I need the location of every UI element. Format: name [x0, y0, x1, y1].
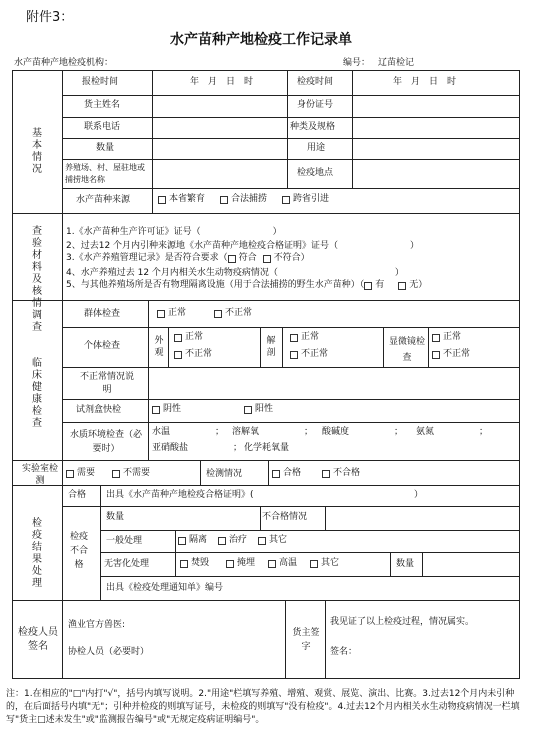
checkbox-icon [218, 537, 226, 545]
inspect-time-field[interactable]: 年 月 日 时 [393, 77, 457, 87]
microscope-normal-option[interactable]: 正常 [432, 333, 461, 342]
review-line-1: 1.《水产苗种生产许可证》证号（ ） [66, 227, 282, 237]
checkbox-icon [66, 470, 74, 478]
official-vet-label: 渔业官方兽医: [68, 620, 126, 630]
quantity-label: 数量 [96, 143, 115, 153]
review-line-2: 2、过去12 个月内引种来源地《水产苗种产地检疫合格证明》证号（ ） [66, 241, 420, 251]
source-label: 水产苗种来源 [76, 195, 131, 205]
checkbox-icon [157, 310, 165, 318]
inspect-time-label: 检疫时间 [297, 77, 334, 87]
lab-result-label: 检测情况 [206, 469, 243, 479]
harmless-bury-option[interactable]: 掩埋 [226, 559, 255, 568]
checkbox-icon [220, 196, 228, 204]
owner-statement: 我见证了以上检疫过程，情况属实。 [330, 617, 475, 627]
general-isolate-option[interactable]: 隔离 [178, 536, 207, 545]
test-kit-positive-option[interactable]: 阳性 [244, 405, 273, 414]
harmless-burn-option[interactable]: 焚毁 [180, 559, 209, 568]
harmless-heat-option[interactable]: 高温 [268, 559, 297, 568]
owner-signature-label: 签名： [330, 647, 358, 657]
checkbox-icon [214, 310, 222, 318]
lab-fail-option[interactable]: 不合格 [322, 469, 360, 478]
section-review: 查验材料及核情调查 [32, 226, 42, 333]
checkbox-icon [174, 351, 182, 359]
test-kit-label: 试剂盒快检 [76, 405, 122, 415]
assistant-label: 协检人员（必要时） [68, 647, 150, 657]
group-normal-option[interactable]: 正常 [157, 309, 186, 318]
farm-location-label: 养殖场、村、屋驻地或捕捞地名称 [65, 163, 145, 184]
checkbox-icon [290, 334, 298, 342]
source-option-interprovincial[interactable]: 跨省引进 [282, 195, 329, 204]
test-kit-negative-option[interactable]: 阴性 [152, 405, 181, 414]
attachment-label: 附件3： [26, 10, 74, 25]
water-temp-label: 水温 ； [152, 427, 225, 437]
section-sign: 检疫人员签名 [18, 627, 58, 652]
harmless-quantity-label: 数量 [396, 559, 415, 569]
general-treatment-label: 一般处理 [106, 536, 143, 546]
phone-label: 联系电话 [84, 122, 121, 132]
dissection-label: 解剖 [266, 336, 276, 358]
cert-text: 出具《水产苗种产地检疫合格证明》( [106, 490, 254, 500]
group-abnormal-option[interactable]: 不正常 [214, 309, 252, 318]
checkbox-icon [112, 470, 120, 478]
general-treat-option[interactable]: 治疗 [218, 536, 247, 545]
source-option-legal-catch[interactable]: 合法捕捞 [220, 195, 267, 204]
id-number-label: 身份证号 [297, 100, 334, 110]
review-line-3: 3.《水产养殖管理记录》是否符合要求（ 符合 不符合 ） [66, 253, 310, 263]
source-option-local[interactable]: 本省繁育 [158, 195, 205, 204]
checkbox-icon[interactable] [228, 255, 236, 263]
harmless-treatment-label: 无害化处理 [104, 559, 150, 569]
checkbox-icon [244, 406, 252, 414]
fail-label: 检疫不合格 [69, 532, 88, 570]
checkbox-icon [180, 560, 188, 568]
checkbox-icon [432, 351, 440, 359]
footnote: 注：1.在相应的"□"内打"√"，括号内填写说明。2."用途"栏填写养殖、增殖、观赏、展览、演出、比赛。3.过去12个月内未引种的，在后面括号内填"无"；引种并检疫的则填写证号，未检疫的则填写"没有检疫"。4.过去12个月内相关水生动物疫病情况一栏填写"货主□述未发生"或"监测报告编号"或"无规定疫病证明编号"。 [6, 689, 520, 725]
section-result: 检疫结果处理 [32, 518, 42, 589]
lab-need-option[interactable]: 需要 [66, 469, 95, 478]
checkbox-icon [272, 470, 280, 478]
section-clinical: 临床健康检查 [32, 358, 42, 429]
general-other-option[interactable]: 其它 [258, 536, 287, 545]
owner-name-label: 货主姓名 [84, 100, 121, 110]
individual-check-label: 个体检查 [84, 341, 121, 351]
nitrite-label: 亚硝酸盐 ； [152, 443, 243, 453]
species-spec-label: 种类及规格 [290, 122, 336, 132]
appearance-abnormal-option[interactable]: 不正常 [174, 350, 212, 359]
agency-label: 水产苗种产地检疫机构： [14, 58, 114, 68]
section-basic: 基本情况 [32, 128, 42, 175]
number-label: 编号： [343, 58, 371, 68]
page-title: 水产苗种产地检疫工作记录单 [170, 32, 352, 48]
dissection-normal-option[interactable]: 正常 [290, 333, 319, 342]
dissolved-oxygen-label: 溶解氧 ； [232, 427, 314, 437]
review-line-4: 4、水产养殖过去 12 个月内相关水生动物疫病情况（ ） [66, 268, 404, 278]
checkbox-icon[interactable] [364, 282, 372, 290]
checkbox-icon [258, 537, 266, 545]
inspection-site-label: 检疫地点 [297, 168, 334, 178]
apply-time-field[interactable]: 年 月 日 时 [190, 77, 254, 87]
group-check-label: 群体检查 [84, 309, 121, 319]
owner-sign-label: 货主签字 [292, 628, 320, 652]
pass-label: 合格 [68, 490, 87, 500]
fail-quantity-label: 数量 [106, 512, 125, 522]
ammonia-label: 氨氮 ； [416, 427, 489, 437]
water-quality-label: 水质环境检查（必要时） [69, 430, 142, 454]
apply-time-label: 报检时间 [82, 77, 119, 87]
notice-text: 出具《检疫处理通知单》编号 [106, 583, 224, 593]
checkbox-icon [290, 351, 298, 359]
appearance-label: 外观 [154, 336, 164, 358]
checkbox-icon [152, 406, 160, 414]
section-lab: 实验室检测 [21, 464, 58, 486]
appearance-normal-option[interactable]: 正常 [174, 333, 203, 342]
dissection-abnormal-option[interactable]: 不正常 [290, 350, 328, 359]
checkbox-icon [178, 537, 186, 545]
abnormal-desc-label: 不正常情况说明 [79, 372, 134, 395]
cert-close-paren: ） [414, 490, 424, 500]
checkbox-icon [282, 196, 290, 204]
review-line-5: 5、与其他养殖场所是否有物理隔离设施（用于合法捕捞的野生水产苗种）（ 有 无 ） [66, 280, 428, 290]
checkbox-icon[interactable] [263, 255, 271, 263]
number-value: 辽苗检记 [378, 58, 415, 68]
cod-label: 化学耗氧量 [244, 443, 290, 453]
checkbox-icon [174, 334, 182, 342]
checkbox-icon [310, 560, 318, 568]
ph-label: 酸碱度 ； [322, 427, 404, 437]
microscope-abnormal-option[interactable]: 不正常 [432, 350, 470, 359]
usage-label: 用途 [307, 143, 326, 153]
checkbox-icon [226, 560, 234, 568]
lab-pass-option[interactable]: 合格 [272, 469, 301, 478]
microscope-label: 显微镜检查 [388, 337, 425, 363]
checkbox-icon[interactable] [398, 282, 406, 290]
checkbox-icon [432, 334, 440, 342]
lab-no-need-option[interactable]: 不需要 [112, 469, 150, 478]
fail-situation-label: 不合格情况 [262, 512, 308, 522]
harmless-other-option[interactable]: 其它 [310, 559, 339, 568]
checkbox-icon [268, 560, 276, 568]
checkbox-icon [158, 196, 166, 204]
checkbox-icon [322, 470, 330, 478]
